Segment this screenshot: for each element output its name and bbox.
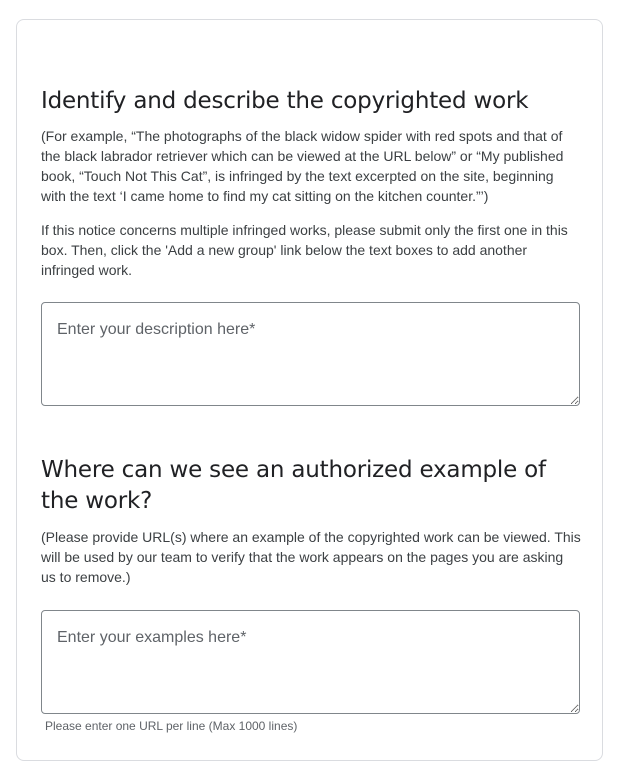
url-hint-text: Please enter one URL per line (Max 1000 lines)	[45, 719, 298, 733]
example-description: (For example, “The photographs of the black widow spider with red spots and that of the black labrador retriever which can be viewed at the URL below” or “My published book, “Touch Not This Cat”, is infringed by the text excerpted on the site, beginning with the text ‘I came home to find my cat sitting on the kitchen counter.”’)	[41, 128, 564, 204]
section-title-identify: Identify and describe the copyrighted work	[41, 88, 529, 114]
section-title-where: Where can we see an authorized example of the work?	[41, 457, 546, 514]
authorized-example-section	[41, 455, 581, 587]
examples-textarea[interactable]	[41, 610, 580, 714]
description-textarea[interactable]	[41, 302, 580, 406]
form-card	[16, 19, 603, 761]
url-instructions: (Please provide URL(s) where an example of the copyrighted work can be viewed. This will be used by our team to verify that the work appears on the pages you are asking us to remove.)	[41, 529, 581, 585]
copyrighted-work-section	[41, 86, 581, 280]
multiple-works-note: If this notice concerns multiple infringed works, please submit only the first one in this box. Then, click the 'Add a new group' link below the text boxes to add another infringed work.	[41, 222, 568, 278]
